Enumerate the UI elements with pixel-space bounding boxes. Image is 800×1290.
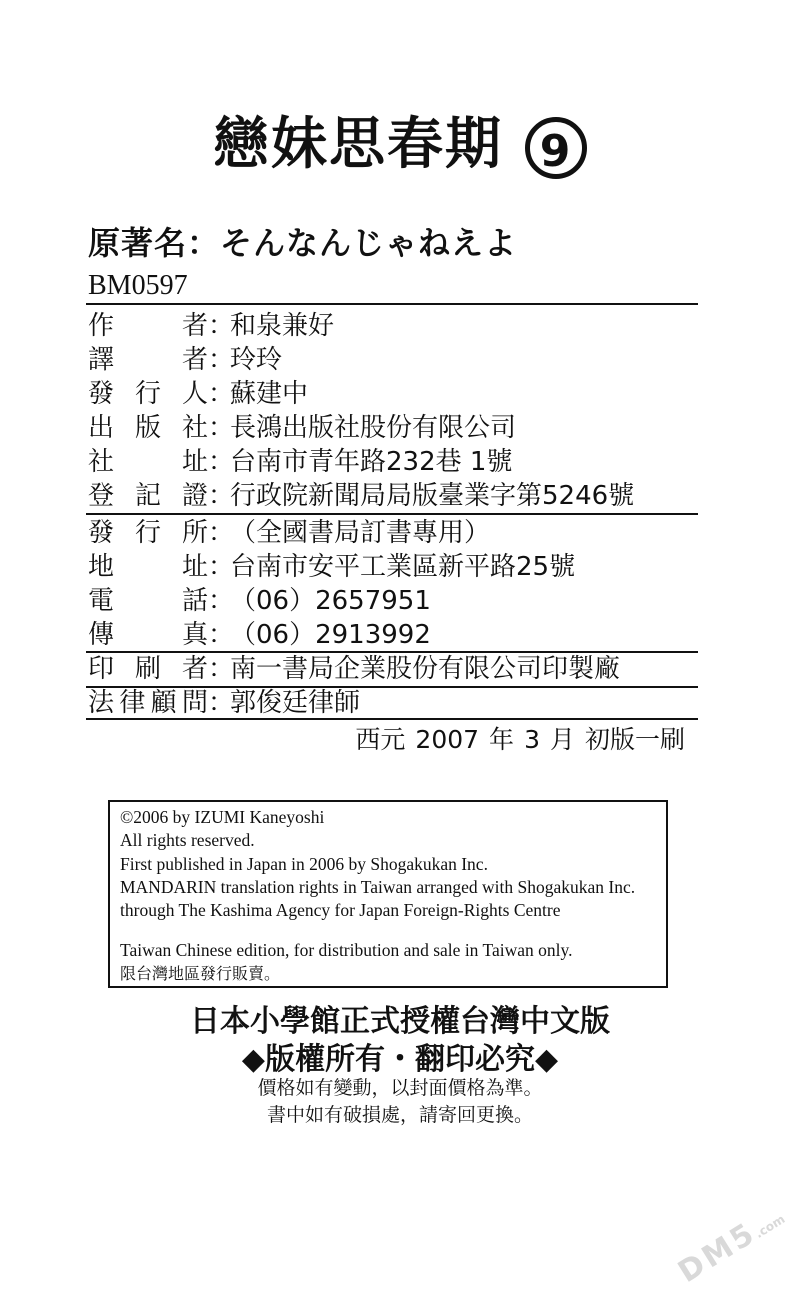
divider [86, 303, 698, 305]
credit-value: 玲玲 [230, 345, 283, 375]
divider [86, 513, 698, 515]
copyright-line: ©2006 by IZUMI Kaneyoshi [120, 807, 325, 827]
authorized-notice: 日本小學館正式授權台灣中文版 [190, 1004, 610, 1039]
credit-row: 傳 真 ： （06）2913992 [88, 620, 431, 650]
credit-label: 發 行 人 [88, 379, 208, 409]
copyright-line: All rights reserved. [120, 830, 255, 850]
credit-label: 社 址 [88, 447, 208, 477]
credit-row: 出 版 社 ： 長鴻出版社股份有限公司 [88, 413, 517, 443]
credit-label: 譯 者 [88, 345, 208, 375]
copyright-box [108, 800, 668, 988]
credit-label: 登 記 證 [88, 481, 208, 511]
damage-notice: 書中如有破損處，請寄回更換。 [266, 1104, 533, 1126]
credit-label: 地 址 [88, 552, 208, 582]
watermark-logo: DM5.com [672, 1211, 788, 1290]
book-title [0, 100, 800, 180]
credit-label: 法 律 顧 問 [88, 688, 208, 718]
credit-value: （06）2913992 [230, 620, 431, 650]
credit-label: 發 行 所 [88, 518, 208, 548]
credit-value: 和泉兼好 [230, 311, 335, 341]
credit-value: （全國書局訂書專用） [230, 518, 491, 548]
credit-row: 登 記 證 ： 行政院新聞局局版臺業字第5246號 [88, 481, 635, 511]
book-code: BM0597 [88, 270, 188, 301]
credit-label: 印 刷 者 [88, 654, 208, 684]
copyright-line: through The Kashima Agency for Japan Foreign-Rights Centre [120, 900, 561, 920]
credit-row: 發 行 所 ： （全國書局訂書專用） [88, 518, 491, 548]
credit-value: 長鴻出版社股份有限公司 [230, 413, 517, 443]
credit-row: 社 址 ： 台南市青年路232巷 1號 [88, 447, 513, 477]
credit-row: 地 址 ： 台南市安平工業區新平路25號 [88, 552, 576, 582]
copyright-line: 限台灣地區發行販賣。 [120, 964, 281, 983]
original-title: 原著名：そんなんじゃねえよ [88, 224, 518, 262]
credit-value: 台南市安平工業區新平路25號 [230, 552, 576, 582]
credit-row: 譯 者 ： 玲玲 [88, 345, 283, 375]
volume-number: 9 [525, 117, 587, 179]
book-title-text: 戀妹思春期 [213, 112, 503, 177]
credit-row: 法 律 顧 問 ： 郭俊廷律師 [88, 688, 361, 718]
copyright-line: Taiwan Chinese edition, for distribution and sale in Taiwan only. [120, 940, 573, 960]
credit-value: 南一書局企業股份有限公司印製廠 [230, 654, 621, 684]
credit-row: 印 刷 者 ： 南一書局企業股份有限公司印製廠 [88, 654, 621, 684]
rights-notice: ◆版權所有・翻印必究◆ [241, 1042, 559, 1077]
copyright-line: First published in Japan in 2006 by Shogakukan Inc. [120, 854, 488, 874]
credit-value: （06）2657951 [230, 586, 431, 616]
credit-value: 行政院新聞局局版臺業字第5246號 [230, 481, 635, 511]
copyright-line: MANDARIN translation rights in Taiwan arranged with Shogakukan Inc. [120, 877, 636, 897]
credit-row: 電 話 ： （06）2657951 [88, 586, 431, 616]
credit-row: 作 者 ： 和泉兼好 [88, 311, 335, 341]
price-notice: 價格如有變動，以封面價格為準。 [257, 1077, 543, 1099]
credit-label: 出 版 社 [88, 413, 208, 443]
publication-date: 西元 2007 年 3 月 初版一刷 [355, 725, 685, 754]
credit-label: 電 話 [88, 586, 208, 616]
credit-label: 傳 真 [88, 620, 208, 650]
credit-value: 蘇建中 [230, 379, 309, 409]
credit-value: 郭俊廷律師 [230, 688, 361, 718]
credit-value: 台南市青年路232巷 1號 [230, 447, 513, 477]
credit-label: 作 者 [88, 311, 208, 341]
credit-row: 發 行 人 ： 蘇建中 [88, 379, 309, 409]
